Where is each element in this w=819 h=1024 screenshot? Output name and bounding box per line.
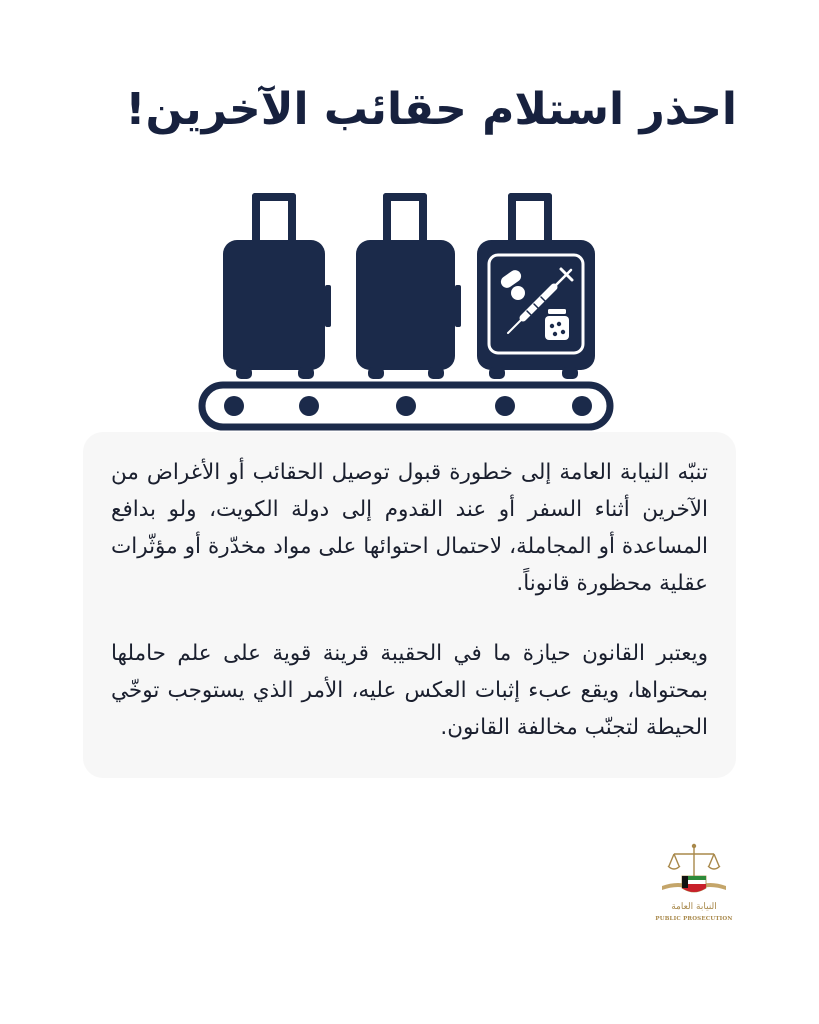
page-title: احذر استلام حقائب الآخرين! (125, 84, 737, 135)
info-card (83, 432, 736, 778)
logo-caption (648, 900, 740, 924)
jar-icon (545, 309, 569, 340)
suitcase-icon (223, 193, 331, 379)
logo-arabic-text: النيابة العامة (671, 902, 717, 912)
suitcase-icon (356, 193, 461, 379)
luggage-conveyor-illustration (190, 185, 630, 435)
logo-english-text: PUBLIC PROSECUTION (655, 916, 733, 922)
conveyor-belt-icon (202, 385, 610, 427)
law-paragraph: ويعتبر القانون حيازة ما في الحقيبة قرينة قوية على علم حاملها بمحتواها، ويقع عبء إثبات العكس عليه، الأمر الذي يستوجب توخّي الحيطة لتجنّب مخالفة القانون. (111, 641, 708, 740)
warning-paragraph: تنبّه النيابة العامة إلى خطورة قبول توصيل الحقائب أو الأغراض من الآخرين أثناء السفر أو عند القدوم إلى دولة الكويت، ولو بدافع المساعدة أو المجاملة، لاحتمال احتوائها على مواد مخدّرة أو مؤثّرات عقلية محظورة قانوناً. (111, 460, 708, 596)
